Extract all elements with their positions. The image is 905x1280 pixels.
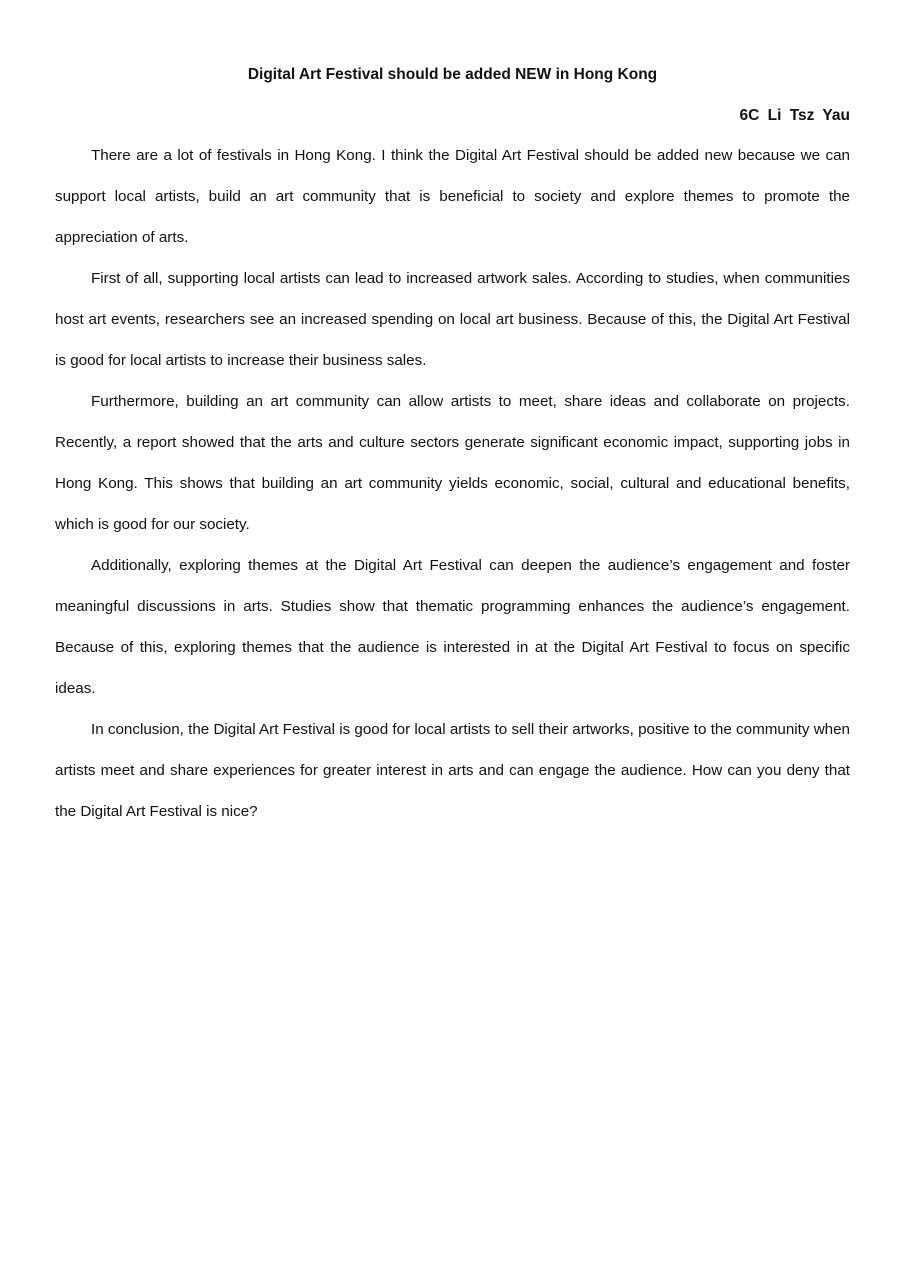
paragraph-conclusion: In conclusion, the Digital Art Festival is good for local artists to sell their artworks, positive to the community when artists meet and share experiences for greater interest in arts and can engage the audience. How can you deny that the Digital Art Festival is nice? [55,721,850,820]
paragraph-themes: Additionally, exploring themes at the Digital Art Festival can deepen the audience’s engagement and foster meaningful discussions in arts. Studies show that thematic programming enhances the audience’s engagement. Because of this, exploring themes that the audience is interested in at the Digital Art Festival to focus on specific ideas. [55,557,850,697]
author-name: 6C Li Tsz Yau [739,107,850,124]
document-title: Digital Art Festival should be added NEW in Hong Kong [247,66,658,83]
document-body [55,135,850,832]
paragraph-introduction: There are a lot of festivals in Hong Kong. I think the Digital Art Festival should be added new because we can support local artists, build an art community that is beneficial to society and explore themes to promote the appreciation of arts. [55,147,850,246]
paragraph-local-artists: First of all, supporting local artists can lead to increased artwork sales. According to studies, when communities host art events, researchers see an increased spending on local art business. Because of this, the Digital Art Festival is good for local artists to increase their business sales. [55,270,850,369]
paragraph-art-community: Furthermore, building an art community can allow artists to meet, share ideas and collaborate on projects. Recently, a report showed that the arts and culture sectors generate significant economic impact, supporting jobs in Hong Kong. This shows that building an art community yields economic, social, cultural and educational benefits, which is good for our society. [55,393,850,533]
